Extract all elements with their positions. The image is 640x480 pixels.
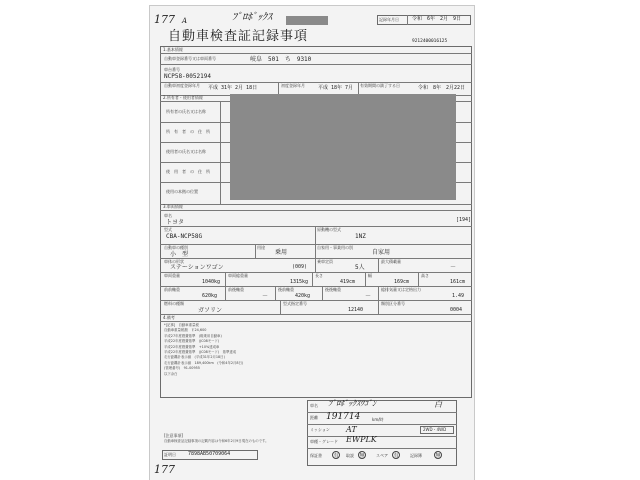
- body-code: (009): [292, 264, 308, 270]
- note-line: *[記事] 自動車重量税: [164, 323, 199, 327]
- gross-value: 1315kg: [290, 279, 309, 285]
- displacement-label: 総排気量又は定格出力: [381, 287, 421, 292]
- private-label: 自家用・事業用の別: [317, 245, 353, 250]
- engine-label: 原動機の型式: [317, 227, 341, 232]
- note-line: 平成27年度燃費基準 (軽乗用自動車): [164, 333, 222, 338]
- stamp-check-label: 記録簿: [410, 453, 422, 458]
- fuel-value: ガソリン: [198, 307, 223, 314]
- use-value: 乗用: [275, 249, 288, 256]
- serial-number: 9212400016125: [412, 39, 448, 44]
- handwritten-letter: A: [182, 17, 188, 25]
- first-reg-label: 自動車初度登録年月: [164, 83, 200, 88]
- stamp-km-value: 191714: [326, 412, 361, 422]
- section2-label: 2.所有者・使用者情報: [163, 95, 203, 100]
- rear2-axle-value: －: [365, 293, 372, 300]
- note-line: 平成22年度燃費基準 (JC08モード): [164, 339, 220, 344]
- code-label: 証明日: [164, 452, 176, 457]
- notes-list: [164, 324, 243, 378]
- user-address-label: 使 用 者 の 住 所: [166, 169, 210, 174]
- weight-value: 1040kg: [202, 279, 221, 285]
- chassis-label: 車台番号: [164, 67, 180, 72]
- class-value: 小 型: [170, 251, 189, 258]
- rear-axle-value: 420kg: [295, 293, 311, 299]
- stamp-check-label: 取説: [346, 453, 354, 458]
- date2-value: 平成 18年 7月: [318, 85, 354, 91]
- note-line: 以下余白: [164, 371, 178, 376]
- stamp-color: 白: [434, 400, 442, 409]
- model-value: CBA-NCP58G: [166, 233, 203, 240]
- certificate-sheet: [150, 6, 474, 480]
- handwritten-car-name: ﾌﾟﾛﾎﾞｯｸｽ: [232, 12, 272, 23]
- redacted-block: [286, 16, 328, 25]
- front2-axle-label: 前後軸重: [228, 287, 244, 292]
- capacity-value: 5人: [355, 264, 365, 271]
- load-value: －: [450, 264, 457, 271]
- maker-value: トヨタ: [166, 219, 185, 226]
- type-no-value: 12140: [348, 307, 364, 313]
- body-label: 車体の形状: [164, 259, 184, 264]
- stamp-check-mark: 無: [359, 453, 365, 459]
- weight-label: 車両重量: [164, 273, 180, 278]
- record-date-value: 令和 6年 2月 9日: [412, 16, 462, 22]
- note-line: 平成22年度燃費基準 (JC08モード) 基準達成: [164, 350, 237, 355]
- note-line: 平成22年度燃費基準 +10%達成車: [164, 344, 220, 349]
- maker-code: [194]: [456, 217, 472, 223]
- base-location-label: 使用の本拠の位置: [166, 189, 198, 194]
- section3-label: 3.車両情報: [163, 204, 183, 209]
- stamp-check-label: 保証書: [310, 453, 322, 458]
- stamp-check-label: スペア: [376, 453, 388, 458]
- notice-label: [注意事項]: [164, 433, 184, 438]
- stamp-car-name: ﾌﾟﾛﾎﾞｯｸｽﾜｺﾞﾝ: [328, 399, 376, 408]
- height-value: 161cm: [450, 279, 466, 285]
- width-value: 169cm: [394, 279, 410, 285]
- stamp-check-mark: 無: [435, 453, 441, 459]
- body-value: ステーションワゴン: [170, 264, 224, 271]
- maker-label: 車名: [164, 213, 172, 218]
- front-axle-label: 前前軸重: [164, 287, 180, 292]
- owner-name-label: 所有者の氏名又は名称: [166, 109, 206, 114]
- engine-value: 1NZ: [355, 233, 366, 240]
- private-value: 自家用: [372, 249, 391, 256]
- length-value: 419cm: [340, 279, 356, 285]
- capacity-label: 乗車定員: [317, 259, 333, 264]
- gross-label: 車両総重量: [228, 273, 248, 278]
- stamp-model-value: EWPLK: [346, 435, 377, 444]
- handwritten-corner-number: 177: [154, 463, 175, 476]
- stamp-name-label: 車名: [310, 403, 318, 408]
- record-date-label: 記録年月日: [379, 17, 399, 22]
- stamp-model-label: 車種・グレード: [310, 439, 338, 444]
- stamp-trans-value: AT: [346, 425, 357, 434]
- model-label: 型式: [164, 227, 172, 232]
- section4-label: 4.備考: [163, 315, 175, 320]
- load-label: 最大積載量: [381, 259, 401, 264]
- stamp-check-mark: 有: [393, 453, 399, 459]
- owner-address-label: 所 有 者 の 住 所: [166, 129, 210, 134]
- user-name-label: 使用者の氏名又は名称: [166, 149, 206, 154]
- cat-no-value: 0004: [450, 307, 463, 313]
- stamp-trans-label: ミッション: [310, 427, 330, 432]
- type-no-label: 型式指定番号: [283, 301, 307, 306]
- stamp-km-label: 距離: [310, 415, 318, 420]
- date2-label: 初度登録年月: [281, 83, 305, 88]
- stamp-km-unit: km/時: [372, 417, 384, 422]
- reg-number-value: 岐阜 501 ち 9310: [250, 56, 312, 63]
- code-value: 7898AB50709064: [188, 451, 231, 457]
- stamp-check-mark: 有: [333, 453, 339, 459]
- expiry-value: 令和 8年 2月22日: [418, 85, 466, 91]
- cat-no-label: 類別区分番号: [381, 301, 405, 306]
- section1-label: 1.基本情報: [163, 47, 183, 52]
- first-reg-value: 平成 31年 2月 18日: [208, 85, 258, 91]
- note-line: (管理番号) 91-00955: [164, 366, 200, 371]
- note-line: 自動車重量税額 ￥24,600: [164, 328, 207, 333]
- note-line: 走行距離計表示値 (平成31年2月18日): [164, 355, 225, 360]
- class-label: 自動車の種別: [164, 245, 188, 250]
- note-line: 走行距離計表示値 189,400km (令和4年2月8日): [164, 360, 244, 365]
- notice-text: 自動車検査証記録事項の記載内容は令和6年2月9日現在のものです。: [164, 439, 269, 443]
- height-label: 高さ: [421, 273, 429, 278]
- rear2-axle-label: 後後軸重: [325, 287, 341, 292]
- chassis-value: NCP58-0052194: [164, 73, 211, 80]
- front2-axle-value: －: [262, 293, 269, 300]
- front-axle-value: 620kg: [202, 293, 218, 299]
- rear-axle-label: 後前軸重: [278, 287, 294, 292]
- stamp-wd-label: 2WD・4WD: [423, 427, 447, 432]
- fuel-label: 燃料の種類: [164, 301, 184, 306]
- redacted-owner-info: [230, 94, 456, 200]
- handwritten-number: 177: [154, 13, 175, 26]
- reg-number-label: 自動車登録番号又は車両番号: [164, 56, 216, 61]
- page-title: 自動車検査証記録事項: [168, 29, 309, 44]
- use-label: 用途: [257, 245, 265, 250]
- length-label: 長さ: [315, 273, 323, 278]
- width-label: 幅: [368, 273, 372, 278]
- displacement-value: 1.49: [452, 293, 465, 299]
- expiry-label: 有効期間の満了する日: [360, 83, 400, 88]
